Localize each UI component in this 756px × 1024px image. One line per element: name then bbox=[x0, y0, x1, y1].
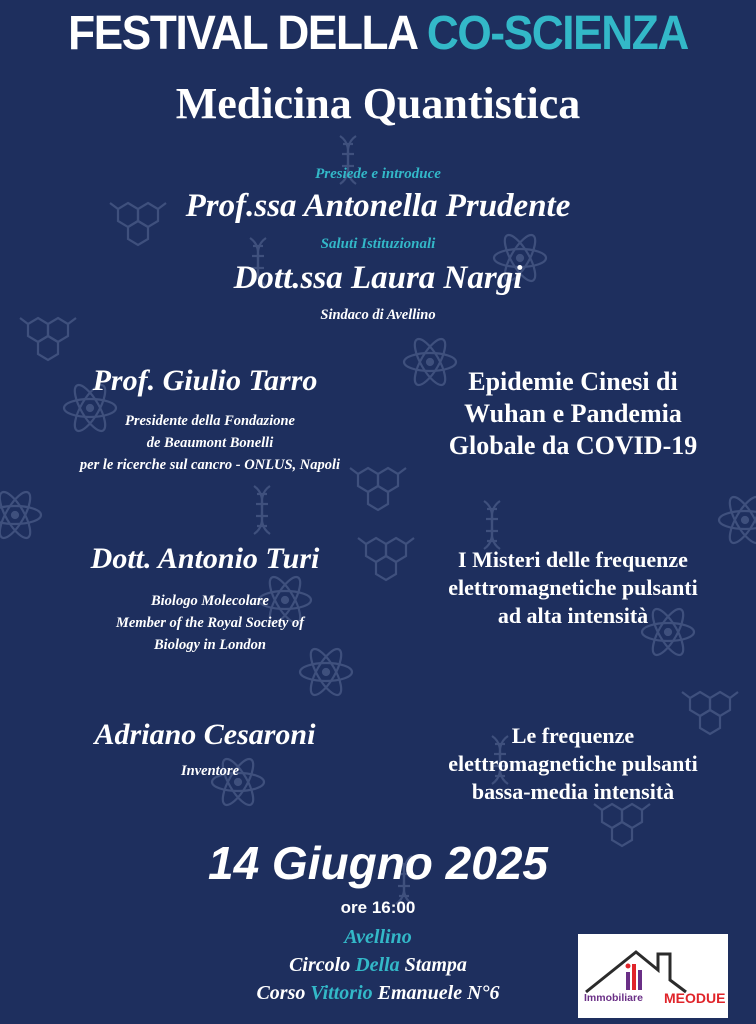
speaker-name: Prof. Giulio Tarro bbox=[92, 364, 318, 397]
festival-title-accent: CO-SCIENZA bbox=[426, 7, 688, 60]
event-time: ore 16:00 bbox=[340, 898, 416, 917]
presides-name: Prof.ssa Antonella Prudente bbox=[185, 188, 571, 224]
speaker-name: Dott. Antonio Turi bbox=[90, 542, 320, 575]
speaker-name: Adriano Cesaroni bbox=[94, 718, 316, 751]
festival-title bbox=[30, 6, 726, 61]
speaker-topic-line: ad alta intensità bbox=[497, 603, 649, 628]
speaker-description bbox=[20, 590, 400, 656]
greetings-label: Saluti Istituzionali bbox=[320, 236, 436, 252]
page-subtitle: Medicina Quantistica bbox=[175, 79, 581, 128]
event-venue-part: Stampa bbox=[399, 954, 467, 976]
event-address-part: Corso bbox=[256, 982, 311, 1004]
speaker-description-line: Presidente della Fondazione bbox=[125, 413, 295, 429]
speaker-topic-line: Epidemie Cinesi di bbox=[468, 367, 678, 396]
event-date: 14 Giugno 2025 bbox=[207, 837, 548, 889]
speaker-description-line: Inventore bbox=[181, 763, 239, 779]
greetings-role: Sindaco di Avellino bbox=[320, 307, 436, 323]
dna-helix-icon bbox=[254, 486, 270, 534]
speaker-description-line: Member of the Royal Society of bbox=[115, 615, 305, 631]
speaker-description-line: Biology in London bbox=[154, 637, 266, 653]
speaker-topic-line: Globale da COVID-19 bbox=[448, 431, 698, 460]
event-venue-accent: Della bbox=[355, 954, 400, 976]
speaker-description bbox=[20, 410, 400, 476]
event-city: Avellino bbox=[344, 926, 412, 948]
sponsor-name-brand: MEODUE bbox=[664, 990, 726, 1006]
event-venue-part: Circolo bbox=[289, 954, 356, 976]
greetings-name: Dott.ssa Laura Nargi bbox=[233, 260, 523, 296]
sponsor-name-part: Immobiliare bbox=[584, 992, 643, 1004]
speaker-description-line: per le ricerche sul cancro - ONLUS, Napoli bbox=[79, 457, 341, 473]
speaker-description bbox=[20, 760, 400, 782]
speaker-topic-line: elettromagnetiche pulsanti bbox=[448, 575, 698, 600]
event-address-part: Emanuele N°6 bbox=[372, 982, 500, 1004]
speaker-description-line: de Beaumont Bonelli bbox=[146, 435, 274, 451]
speaker-topic bbox=[390, 546, 756, 630]
speaker-topic-line: Le frequenze bbox=[511, 723, 635, 748]
sponsor-logo bbox=[578, 934, 728, 1018]
atom-icon bbox=[719, 493, 756, 547]
speaker-topic-line: bassa-media intensità bbox=[471, 779, 675, 804]
festival-title-white: FESTIVAL DELLA bbox=[68, 7, 427, 60]
speaker-topic bbox=[390, 366, 756, 462]
event-address-accent: Vittorio bbox=[310, 982, 373, 1004]
speaker-description-line: Biologo Molecolare bbox=[150, 593, 269, 609]
speaker-topic-line: elettromagnetiche pulsanti bbox=[448, 751, 698, 776]
speaker-topic-line: Wuhan e Pandemia bbox=[464, 399, 682, 428]
speaker-topic-line: I Misteri delle frequenze bbox=[458, 547, 688, 572]
atom-icon bbox=[0, 488, 41, 542]
speaker-topic bbox=[390, 722, 756, 806]
dna-helix-icon bbox=[484, 501, 500, 549]
presides-label: Presiede e introduce bbox=[315, 166, 441, 182]
